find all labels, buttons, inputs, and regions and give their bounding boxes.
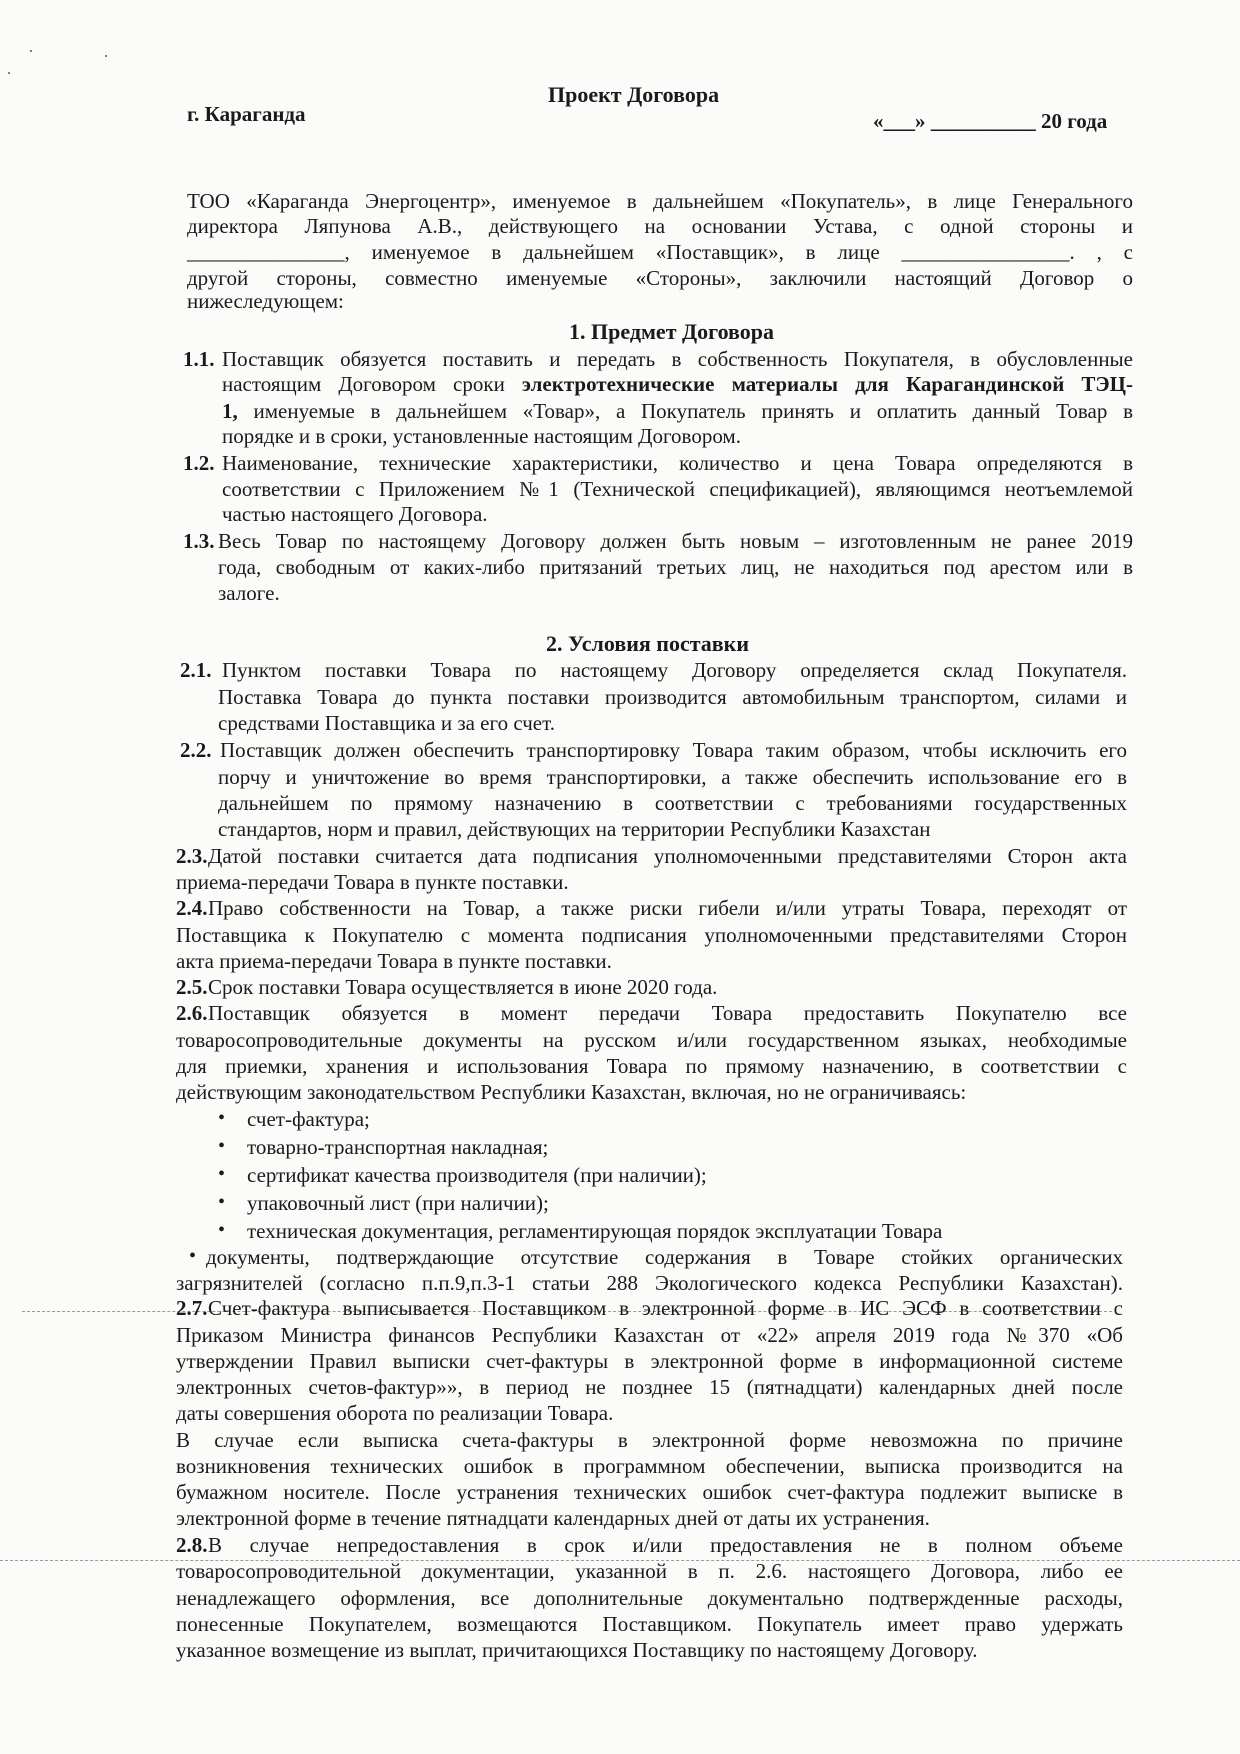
clause-text: указанное возмещение из выплат, причитающихся Поставщику по настоящему Договору. <box>176 1638 978 1662</box>
clause-text: Приказом Министра финансов Республики Казахстан от «22» апреля 2019 года №370 «Об <box>176 1323 1123 1347</box>
clause-text: возникновения технических ошибок в программном обеспечении, выписка производится на <box>176 1454 1123 1478</box>
clause-number: 2.5. <box>176 975 208 999</box>
clause-number: 2.8. <box>176 1533 208 1557</box>
clause-text: действующим законодательством Республики Казахстан, включая, но не ограничиваясь: <box>176 1080 967 1104</box>
clause-text: Поставщик обязуется в момент передачи Товара предоставить Покупателю все <box>208 1001 1127 1025</box>
clause-text: электронной форме в течение пятнадцати календарных дней от даты их устранения. <box>176 1506 930 1530</box>
clause-text: ненадлежащего оформления, все дополнительные документально подтвержденные расходы, <box>176 1586 1123 1610</box>
bullet-icon: • <box>218 1135 226 1157</box>
clause-text: Счет-фактура выписывается Поставщиком в электронной форме в ИС ЭСФ в соответствии с <box>208 1296 1123 1320</box>
intro-line: _______________, именуемое в дальнейшем «Поставщик», в лице ________________. , с <box>187 240 1133 264</box>
clause-number: 2.7. <box>176 1296 208 1320</box>
list-item: сертификат качества производителя (при наличии); <box>247 1163 707 1187</box>
clause-text: дальнейшем по прямому назначению в соответствии с требованиями государственных <box>218 791 1127 815</box>
list-item: техническая документация, регламентирующая порядок эксплуатации Товара <box>247 1219 943 1243</box>
clause-text: акта приема-передачи Товара в пункте поставки. <box>176 949 612 973</box>
bullet-icon: • <box>218 1163 226 1185</box>
clause-text: порядке и в сроки, установленные настоящим Договором. <box>222 424 741 448</box>
clause-text: Пунктом поставки Товара по настоящему Договору определяется склад Покупателя. <box>222 658 1127 682</box>
clause-number: 2.1. <box>180 658 212 682</box>
clause-text: В случае если выписка счета-фактуры в электронной форме невозможна по причине <box>176 1428 1123 1452</box>
intro-line: директора Ляпунова А.В., действующего на основании Устава, с одной стороны и <box>187 214 1133 238</box>
clause-number: 2.3. <box>176 844 208 868</box>
clause-text: бумажном носителе. После устранения технических ошибок счет-фактура подлежит выписке в <box>176 1480 1123 1504</box>
clause-text: Весь Товар по настоящему Договору должен быть новым – изготовленным не ранее 2019 <box>218 529 1133 553</box>
clause-text: В случае непредоставления в срок и/или предоставления не в полном объеме <box>208 1533 1123 1557</box>
clause-text: Поставщик обязуется поставить и передать в собственность Покупателя, в обусловленные <box>222 347 1133 371</box>
clause-text: товаросопроводительные документы на русском и/или государственном языках, необходимые <box>176 1028 1127 1052</box>
clause-number: 1.2. <box>183 451 215 475</box>
bullet-icon: • <box>189 1245 197 1267</box>
list-item: товарно-транспортная накладная; <box>247 1135 549 1159</box>
section-1-title: 1. Предмет Договора <box>569 319 775 344</box>
scan-speck <box>30 50 32 52</box>
clause-text: Наименование, технические характеристики, количество и цена Товара определяются в <box>222 451 1133 475</box>
list-item: документы, подтверждающие отсутствие содержания в Товаре стойких органических <box>206 1245 1123 1269</box>
clause-text: понесенные Покупателем, возмещаются Поставщиком. Покупатель имеет право удержать <box>176 1612 1123 1636</box>
clause-number: 1.1. <box>183 347 215 371</box>
clause-number: 2.2. <box>180 738 212 762</box>
clause-text: настоящим Договором сроки электротехнические материалы для Карагандинской ТЭЦ- <box>222 372 1133 396</box>
intro-line: другой стороны, совместно именуемые «Стороны», заключили настоящий Договор о <box>187 266 1133 290</box>
intro-line: ТОО «Караганда Энергоцентр», именуемое в дальнейшем «Покупатель», в лице Генерального <box>187 189 1133 213</box>
clause-number: 2.4. <box>176 896 208 920</box>
city: г. Караганда <box>187 102 306 126</box>
bullet-icon: • <box>218 1107 226 1129</box>
clause-text: средствами Поставщика и за его счет. <box>218 711 555 735</box>
clause-text: Поставщика к Покупателю с момента подписания уполномоченными представителями Сторон <box>176 923 1127 947</box>
clause-text: частью настоящего Договора. <box>222 502 488 526</box>
clause-text: стандартов, норм и правил, действующих на территории Республики Казахстан <box>218 817 931 841</box>
clause-text: приема-передачи Товара в пункте поставки. <box>176 870 569 894</box>
clause-text: для приемки, хранения и использования Товара по прямому назначению, в соответствии с <box>176 1054 1127 1078</box>
clause-text: даты совершения оборота по реализации Товара. <box>176 1401 614 1425</box>
clause-number: 1.3. <box>183 529 215 553</box>
intro-line: нижеследующем: <box>187 289 344 313</box>
scan-speck <box>8 72 10 74</box>
clause-text: залоге. <box>218 581 280 605</box>
clause-number: 2.6. <box>176 1001 208 1025</box>
list-item: загрязнителей (согласно п.п.9,п.3-1 статьи 288 Экологического кодекса Республики Казахстан). <box>176 1271 1123 1295</box>
clause-text: Право собственности на Товар, а также риски гибели и/или утраты Товара, переходят от <box>208 896 1127 920</box>
clause-text: Поставка Товара до пункта поставки производится автомобильным транспортом, силами и <box>218 685 1127 709</box>
clause-text: товаросопроводительной документации, указанной в п. 2.6. настоящего Договора, либо ее <box>176 1559 1123 1583</box>
clause-text: порчу и уничтожение во время транспортировки, а также обеспечить использование его в <box>218 765 1127 789</box>
clause-text: утверждении Правил выписки счет-фактуры в электронной форме в информационной системе <box>176 1349 1123 1373</box>
clause-text: Поставщик должен обеспечить транспортировку Товара таким образом, чтобы исключить его <box>220 738 1127 762</box>
clause-text: электронных счетов-фактур»», в период не позднее 15 (пятнадцати) календарных дней после <box>176 1375 1123 1399</box>
clause-text: Срок поставки Товара осуществляется в июне 2020 года. <box>208 975 718 999</box>
bullet-icon: • <box>218 1191 226 1213</box>
section-2-title: 2. Условия поставки <box>546 631 750 656</box>
clause-text: 1, именуемые в дальнейшем «Товар», а Покупатель принять и оплатить данный Товар в <box>222 399 1133 423</box>
clause-text: Датой поставки считается дата подписания уполномоченными представителями Сторон акта <box>208 844 1127 868</box>
bullet-icon: • <box>218 1219 226 1241</box>
document-title: Проект Договора <box>548 82 720 107</box>
clause-text: соответствии с Приложением №1 (Технической спецификацией), являющимся неотъемлемой <box>222 477 1133 501</box>
scan-speck <box>105 55 107 57</box>
list-item: счет-фактура; <box>247 1107 370 1131</box>
contract-date: «___» __________ 20 года <box>873 109 1108 133</box>
clause-text: года, свободным от каких-либо притязаний третьих лиц, не находиться под арестом или в <box>218 555 1133 579</box>
list-item: упаковочный лист (при наличии); <box>247 1191 549 1215</box>
